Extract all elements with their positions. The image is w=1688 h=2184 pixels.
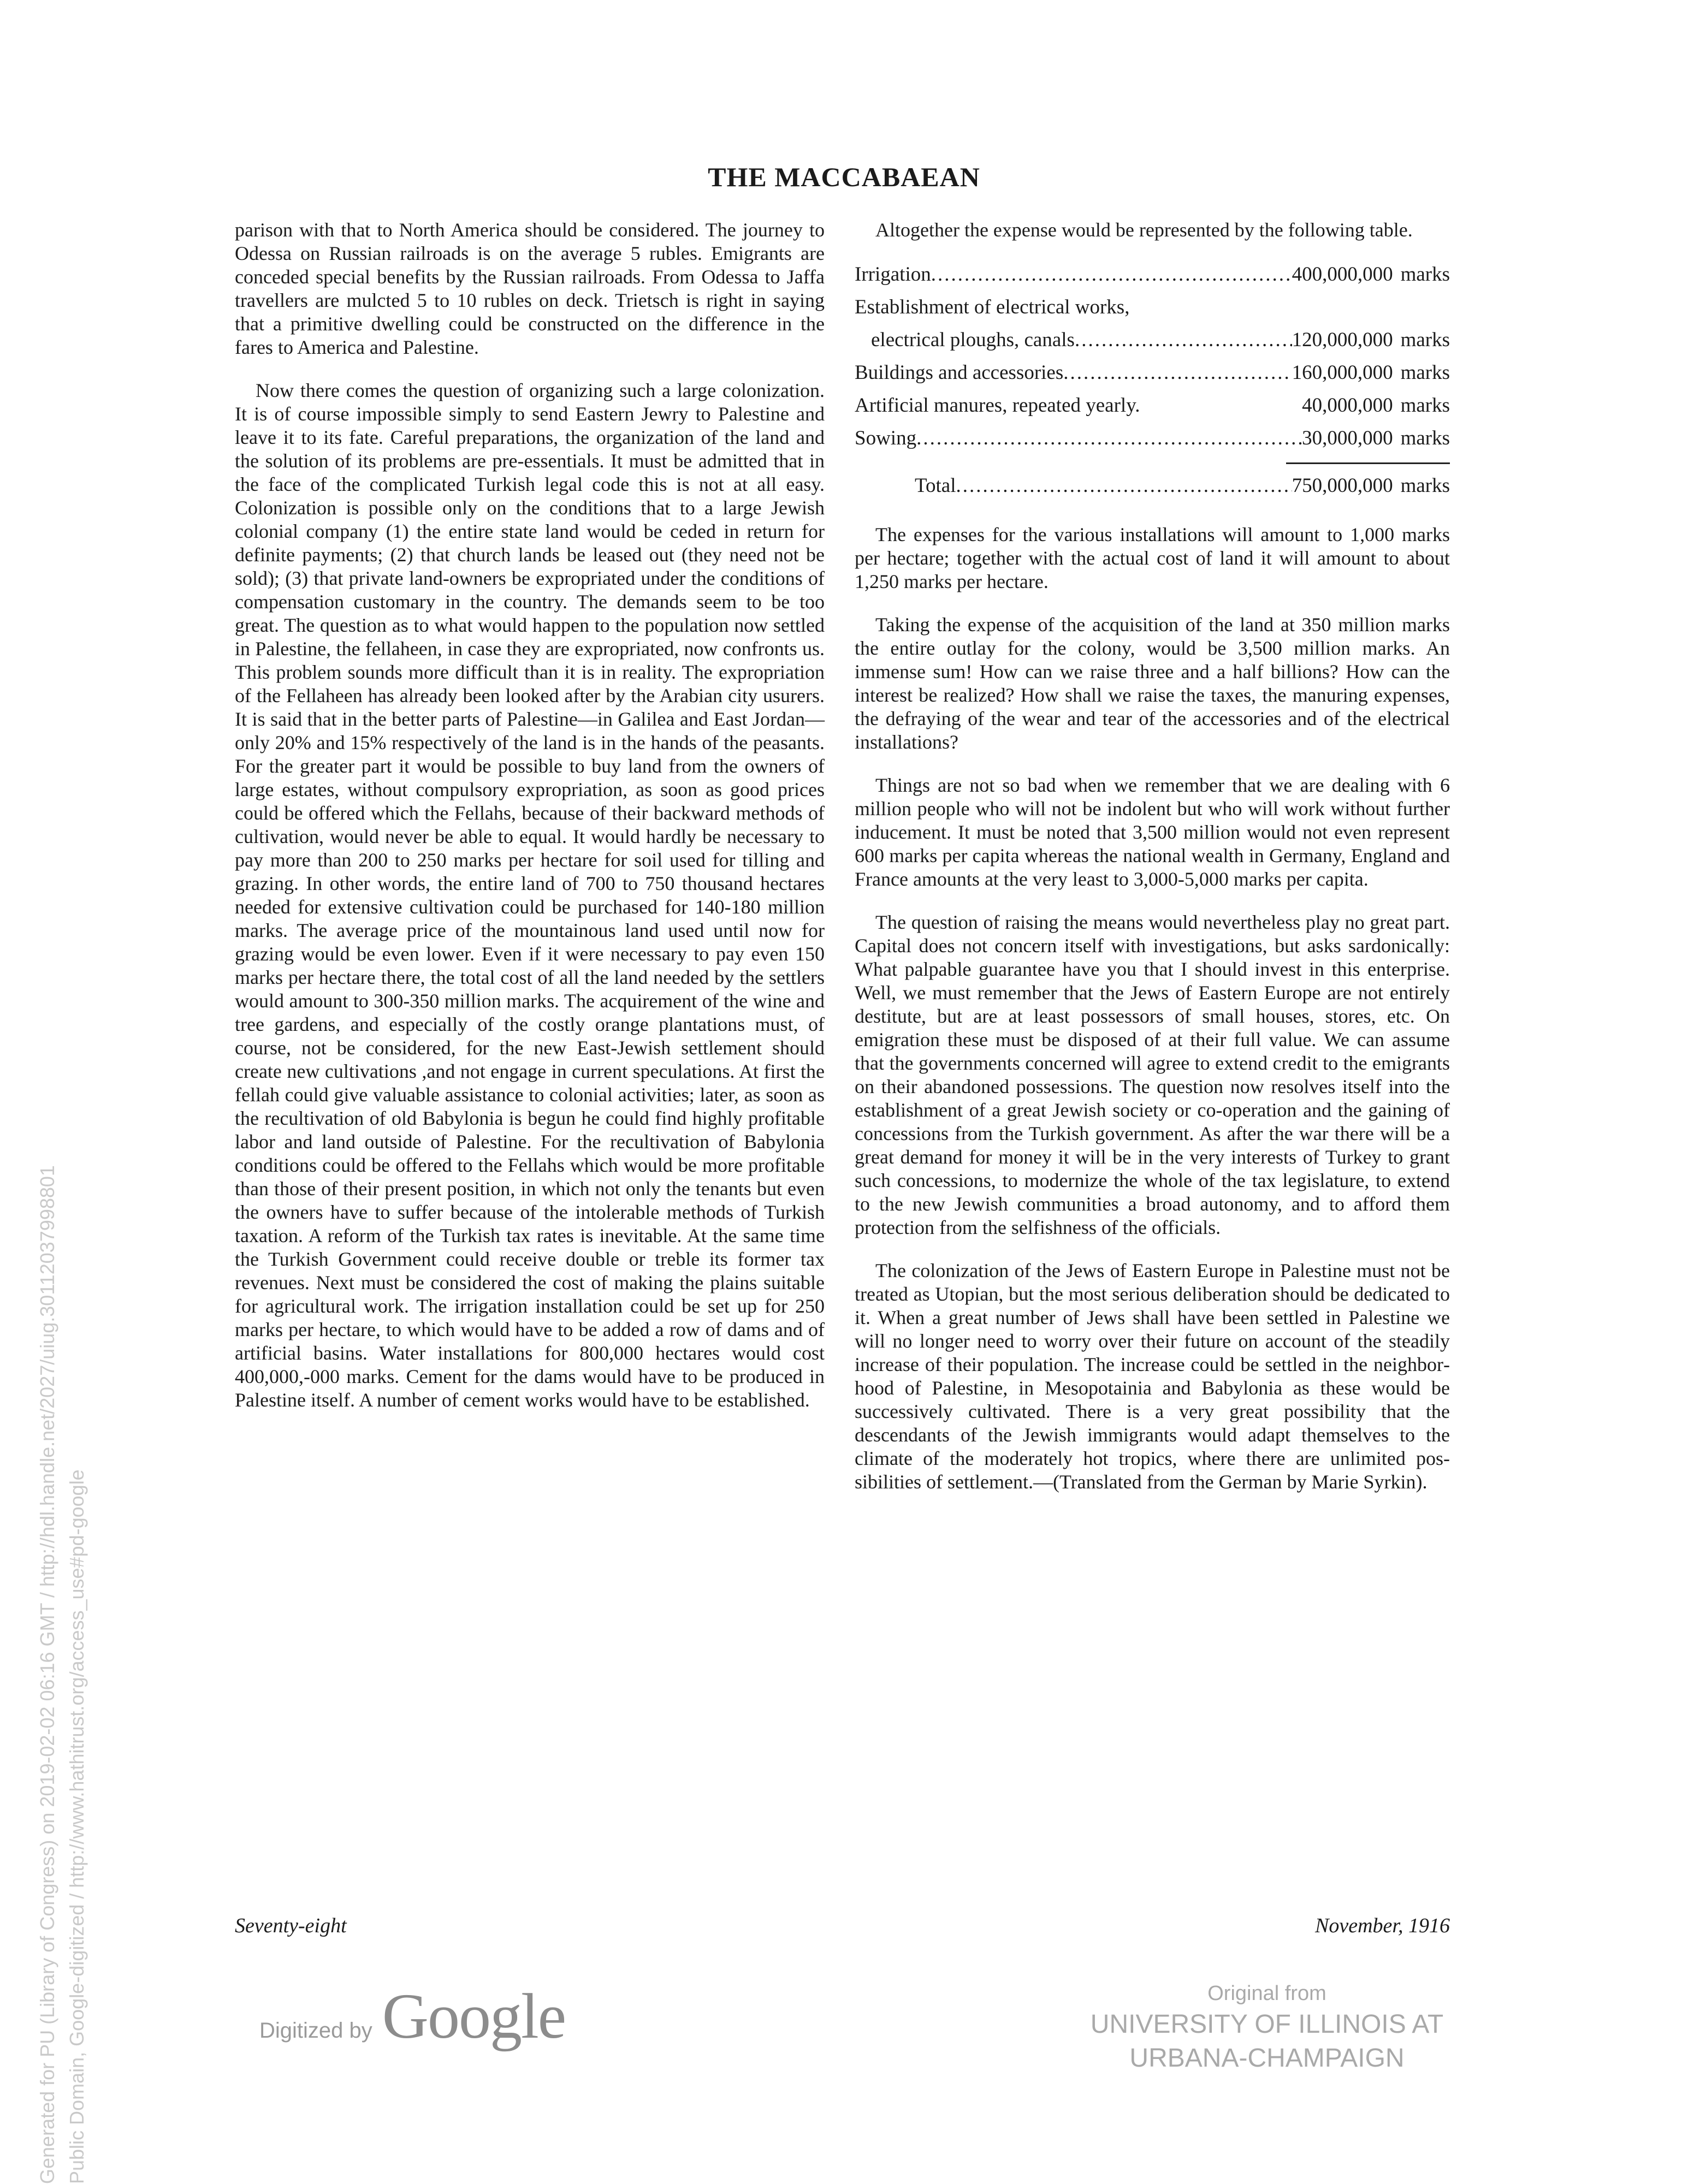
page-title: THE MACCABAEAN bbox=[708, 162, 980, 192]
digitized-prefix: Digitized by bbox=[259, 2019, 372, 2043]
right-column bbox=[855, 218, 1450, 1514]
leader-dots bbox=[916, 422, 1302, 455]
total-unit: marks bbox=[1400, 474, 1450, 497]
expense-unit: marks bbox=[1400, 394, 1450, 417]
digitized-by-google bbox=[259, 1979, 565, 2054]
expense-row bbox=[855, 258, 1450, 291]
expense-unit: marks bbox=[1400, 427, 1450, 449]
leader-dots bbox=[931, 258, 1292, 291]
table-intro: Altogether the expense would be represented by the following table. bbox=[875, 219, 1413, 241]
article-paragraph: The expenses for the various installations will amount to 1,000 marks per hectare; together with the actual cost of land it will amount to about 1,250 marks per hectare. bbox=[855, 524, 1450, 592]
expense-label: electrical ploughs, canals bbox=[871, 329, 1075, 351]
expense-label: Sowing bbox=[855, 427, 917, 449]
expense-row bbox=[855, 324, 1450, 357]
article-paragraph: Now there comes the question of organizing such a large colonization. It is of course impossible simply to send Eastern Jewry to Palestine and leave it to its fate. Careful preparations, the organization of the land and the solution of its problems are pre-essentials. It must be admitted that in the face of the complicated Turkish legal code this is not at all easy. Colonization is possible only on the conditions that to a large Jewish colonial company (1) the entire state land would be ceded in return for definite payments; (2) that church lands be leased out (they need not be sold); (3) that private land-owners be expropriated under the conditions of compensation customary in the country. The demands seem to be too great. The question as to what would happen to the population now settled in Palestine, the fellaheen, in case they are expropriated, now confronts us. This problem sounds more difficult than it is in reality. The expropriation of the Fellaheen has already been looked after by the Arabian city usurers. It is said that in the better parts of Palestine—in Galilea and East Jordan—only 20% and 15% respectively of the land is in the hands of the peasants. For the greater part it would be possible to buy land from the owners of large estates, without compulsory expropriation, as soon as good prices could be offered which the Fellahs, because of their backward methods of cultivation, would never be able to equal. It would hardly be necessary to pay more than 200 to 250 marks per hectare for soil used for tilling and grazing. In other words, the entire land of 700 to 750 thousand hectares needed for extensive cultivation could be purchased for 140-180 million marks. The average price of the mountainous land used until now for grazing would be even lower. Even if it were necessary to pay even 150 marks per hectare there, the total cost of all the land needed by the settlers would amount to 300-350 million marks. The acquirement of the wine and tree gardens, and especially of the costly orange plantations must, of course, not be considered, for the new East-Jewish settlement should create new cultivations ,and not engage in current speculations. At first the fellah could give valuable assistance to colonial activities; later, as soon as the recultivation of old Babylonia is begun he could find highly profitable labor and land outside of Palestine. For the recultivation of Babylonia conditions could be offered to the Fellahs which would be more profitable than those of their present position, in which not only the tenants but even the owners have to suffer because of the intolerable methods of Turkish taxation. A reform of the Turkish tax rates is inevitable. At the same time the Turkish Government could receive double or treble its former tax revenues. Next must be considered the cost of making the plains suitable for agricultural work. The irrigation installation could be set up for 250 marks per hectare, to which would have to be added a row of dams and of artificial basins. Water installations for 800,000 hectares would cost 400,000,-000 marks. Cement for the dams would have to be produced in Palestine itself. A number of cement works would have to be established. bbox=[235, 379, 825, 1411]
watermark-line: Public Domain, Google-digitized / http://www.hathitrust.org/access_use#pd-google bbox=[66, 1469, 88, 2184]
provenance-stamp bbox=[1059, 1979, 1474, 2075]
expense-amount: 160,000,000 bbox=[1292, 361, 1393, 384]
article-paragraph: The colonization of the Jews of Eastern Europe in Palestine must not be treated as Utopian, but the most serious deliberation should be dedicated to it. When a great number of Jews shall have been settled in Palestine we will no longer need to worry over their future on account of the steadily increase of their population. The increase could be settled in the neighborhood of Palestine, in Mesopotainia and Babylonia as these would be successively cultivated. There is a very great possibility that the descendants of the Jewish immigrants would adapt themselves to the climate of the moderately hot tropics, where there are unlimited possibilities of settlement.—(Translated from the German by Marie Syrkin). bbox=[855, 1260, 1450, 1493]
expense-label: Artificial manures, repeated yearly. bbox=[855, 394, 1140, 417]
provenance-institution: URBANA-CHAMPAIGN bbox=[1129, 2044, 1405, 2073]
leader-dots bbox=[1063, 357, 1292, 389]
article-paragraph: Things are not so bad when we remember that we are dealing with 6 million people who will not be indolent but who will work without further inducement. It must be noted that 3,500 million would not even represent 600 marks per capita whereas the national wealth in Germany, England and France amounts at the very least to 3,000-5,000 marks per capita. bbox=[855, 774, 1450, 890]
expense-amount: 400,000,000 bbox=[1292, 263, 1393, 286]
expense-row bbox=[855, 291, 1450, 324]
total-label: Total bbox=[915, 474, 956, 497]
expense-row bbox=[855, 357, 1450, 389]
expense-amount: 30,000,000 bbox=[1302, 427, 1393, 449]
expense-table bbox=[855, 258, 1450, 502]
total-amount: 750,000,000 bbox=[1292, 474, 1393, 497]
expense-label: Irrigation bbox=[855, 263, 931, 286]
expense-unit: marks bbox=[1400, 361, 1450, 384]
article-paragraph: Taking the expense of the acquisition of the land at 350 million marks the entire outlay for the colony, would be 3,500 million marks. An immense sum! How can we raise three and a half billions? How can the interest be realized? How shall we raise the taxes, the manuring expenses, the defraying of the wear and tear of the accessories and of the electrical installations? bbox=[855, 614, 1450, 753]
google-logo: Google bbox=[382, 1980, 566, 2052]
expense-unit: marks bbox=[1400, 263, 1450, 286]
left-column bbox=[235, 218, 825, 1432]
hathitrust-watermark bbox=[33, 1165, 92, 2184]
article-paragraph: parison with that to North America should be considered. The journey to Odessa on Russian railroads is on the average 5 rubles. Emigrants are conceded special benefits by the Russian railroads. From Odessa to Jaffa travellers are mulcted 5 to 10 rubles on deck. Trietsch is right in saying that a primitive dwelling could be constructed on the difference in the fares to America and Palestine. bbox=[235, 219, 825, 358]
expense-row bbox=[855, 422, 1450, 455]
article-paragraph: The question of raising the means would nevertheless play no great part. Capital does not concern itself with investigations, but asks sardonically: What palpable guarantee have you that I should invest in this enterprise. Well, we must remember that the Jews of Eastern Europe are not entirely destitute, but are at least possessors of small houses, stores, etc. On emigration these must be disposed of at their full value. We can assume that the governments concerned will agree to extend credit to the emigrants on their abandoned possessions. The question now resolves itself into the establishment of a great Jewish society or co-operation and the gaining of concessions from the Turkish government. As after the war there will be a great demand for money it will be in the very interests of Turkey to grant such concessions, to modernize the whole of the tax legislature, to extend to the new Jewish communities a broad autonomy, and to afford them protection from the selfishness of the officials. bbox=[855, 911, 1450, 1238]
total-rule bbox=[1286, 462, 1450, 464]
expense-row bbox=[855, 389, 1450, 422]
leader-dots bbox=[1075, 324, 1292, 357]
expense-amount: 120,000,000 bbox=[1292, 329, 1393, 351]
expense-total-row bbox=[855, 470, 1450, 502]
provenance-institution: UNIVERSITY OF ILLINOIS AT bbox=[1090, 2010, 1444, 2039]
watermark-line: Generated for PU (Library of Congress) on 2019-02-02 06:16 GMT / http://hdl.handle.net/2027/uiug.30112037998801 bbox=[36, 1165, 58, 2184]
expense-unit: marks bbox=[1400, 329, 1450, 351]
expense-amount: 40,000,000 bbox=[1302, 394, 1393, 417]
issue-date: November, 1916 bbox=[1315, 1914, 1450, 1937]
leader-dots bbox=[956, 470, 1292, 502]
expense-label: Establishment of electrical works, bbox=[855, 296, 1130, 318]
provenance-from: Original from bbox=[1207, 1982, 1326, 2005]
expense-label: Buildings and accessories bbox=[855, 361, 1064, 384]
page-number: Seventy-eight bbox=[235, 1914, 347, 1937]
